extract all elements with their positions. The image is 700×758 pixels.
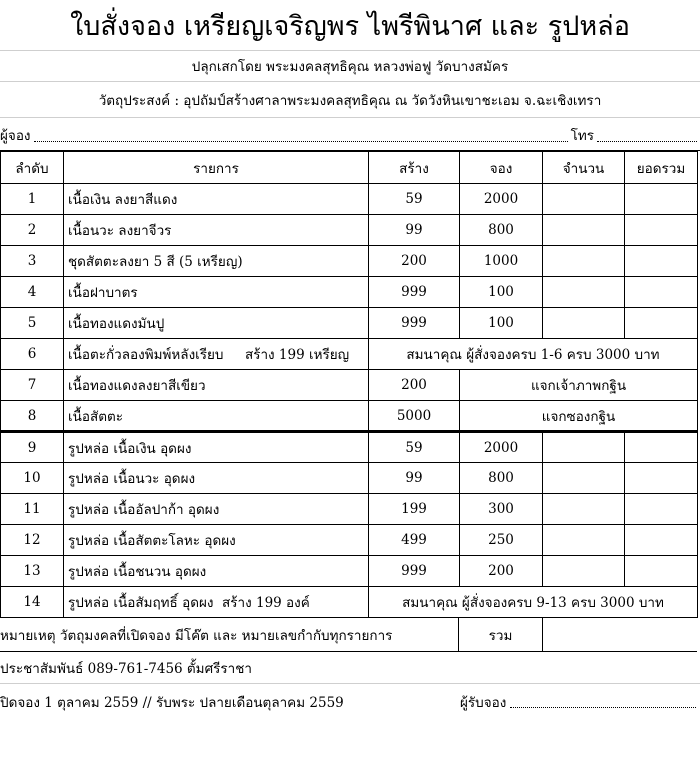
receiver-field[interactable]	[510, 695, 696, 708]
row-no: 10	[1, 463, 64, 494]
consecrated-by: ปลุกเสกโดย พระมงคลสุทธิคุณ หลวงพ่อฟู วัดบางสมัคร	[0, 51, 700, 82]
row-item: รูปหล่อ เนื้อสัตตะโลหะ อุดผง	[64, 525, 369, 556]
header-item: รายการ	[64, 152, 369, 184]
row-item: เนื้อฝาบาตร	[64, 277, 369, 308]
row-item: ชุดสัตตะลงยา 5 สี (5 เหรียญ)	[64, 246, 369, 277]
header-made: สร้าง	[369, 152, 460, 184]
table-row	[1, 277, 698, 308]
row-made: 999	[369, 277, 460, 308]
row-item: เนื้อทองแดงลงยาสีเขียว	[64, 370, 369, 401]
header-total: ยอดรวม	[625, 152, 698, 184]
row-total-cell[interactable]	[625, 525, 698, 556]
row-quantity-cell[interactable]	[543, 215, 625, 246]
row-made: 499	[369, 525, 460, 556]
row-item: รูปหล่อ เนื้อสัมฤทธิ์ อุดผง สร้าง 199 องค์	[64, 587, 369, 618]
row-made: 200	[369, 246, 460, 277]
contact-line: ประชาสัมพันธ์ 089-761-7456 ตั้มศรีราชา	[0, 652, 700, 684]
row-made: 199	[369, 494, 460, 525]
row-total-cell[interactable]	[625, 246, 698, 277]
row-price: 800	[460, 215, 543, 246]
row-made: 59	[369, 432, 460, 463]
note-text: หมายเหตุ วัตถุมงคลที่เปิดจอง มีโค๊ต และ หมายเลขกำกับทุกรายการ	[0, 618, 459, 651]
row-made: 99	[369, 215, 460, 246]
table-header	[1, 152, 698, 184]
row-quantity-cell[interactable]	[543, 308, 625, 339]
row-item: รูปหล่อ เนื้อเงิน อุดผง	[64, 432, 369, 463]
distribution-note: แจกเจ้าภาพกฐิน	[460, 370, 698, 401]
table-row	[1, 432, 698, 463]
row-quantity-cell[interactable]	[543, 277, 625, 308]
row-made: 200	[369, 370, 460, 401]
row-no: 5	[1, 308, 64, 339]
row-no: 3	[1, 246, 64, 277]
table-row	[1, 494, 698, 525]
row-no: 12	[1, 525, 64, 556]
row-no: 14	[1, 587, 64, 618]
row-no: 7	[1, 370, 64, 401]
row-quantity-cell[interactable]	[543, 184, 625, 215]
total-label: รวม	[459, 618, 543, 651]
row-no: 1	[1, 184, 64, 215]
row-price: 300	[460, 494, 543, 525]
receiver-block	[460, 691, 700, 713]
tel-field[interactable]	[597, 141, 697, 142]
row-total-cell[interactable]	[625, 463, 698, 494]
row-quantity-cell[interactable]	[543, 525, 625, 556]
form-title: ใบสั่งจอง เหรียญเจริญพร ไพรีพินาศ และ รูปหล่อ	[0, 0, 700, 51]
order-table	[0, 151, 698, 618]
row-quantity-cell[interactable]	[543, 494, 625, 525]
orderer-name-field[interactable]	[34, 141, 568, 142]
row-no: 8	[1, 401, 64, 432]
table-row	[1, 463, 698, 494]
row-quantity-cell[interactable]	[543, 432, 625, 463]
tel-label: โทร	[570, 128, 594, 144]
dates-line: ปิดจอง 1 ตุลาคม 2559 // รับพระ ปลายเดือนตุลาคม 2559	[0, 694, 344, 711]
receiver-label: ผู้รับจอง	[460, 694, 507, 711]
bonus-note: สมนาคุณ ผู้สั่งจองครบ 1-6 ครบ 3000 บาท	[369, 339, 698, 370]
table-row	[1, 556, 698, 587]
row-price: 100	[460, 308, 543, 339]
row-item: เนื้อนวะ ลงยาจีวร	[64, 215, 369, 246]
table-row	[1, 215, 698, 246]
table-row	[1, 308, 698, 339]
orderer-row	[0, 118, 700, 151]
row-total-cell[interactable]	[625, 215, 698, 246]
row-quantity-cell[interactable]	[543, 463, 625, 494]
row-no: 11	[1, 494, 64, 525]
table-row	[1, 370, 698, 401]
row-total-cell[interactable]	[625, 432, 698, 463]
row-price: 250	[460, 525, 543, 556]
row-made: 5000	[369, 401, 460, 432]
header-quantity: จำนวน	[543, 152, 625, 184]
header-price: จอง	[460, 152, 543, 184]
row-item: เนื้อสัตตะ	[64, 401, 369, 432]
grand-total-cell[interactable]	[543, 618, 697, 651]
row-item: เนื้อเงิน ลงยาสีแดง	[64, 184, 369, 215]
table-row	[1, 184, 698, 215]
orderer-label: ผู้จอง	[0, 128, 31, 144]
row-total-cell[interactable]	[625, 556, 698, 587]
row-price: 200	[460, 556, 543, 587]
distribution-note: แจกซองกฐิน	[460, 401, 698, 432]
row-no: 6	[1, 339, 64, 370]
row-made: 999	[369, 556, 460, 587]
note-row	[0, 618, 697, 652]
row-no: 4	[1, 277, 64, 308]
row-made: 99	[369, 463, 460, 494]
row-item: เนื้อตะกั่วลองพิมพ์หลังเรียบ สร้าง 199 เหรียญ	[64, 339, 369, 370]
row-no: 2	[1, 215, 64, 246]
row-price: 2000	[460, 184, 543, 215]
row-item: รูปหล่อ เนื้อชนวน อุดผง	[64, 556, 369, 587]
table-row	[1, 525, 698, 556]
row-total-cell[interactable]	[625, 494, 698, 525]
row-total-cell[interactable]	[625, 184, 698, 215]
row-total-cell[interactable]	[625, 308, 698, 339]
row-price: 1000	[460, 246, 543, 277]
row-made: 59	[369, 184, 460, 215]
header-no: ลำดับ	[1, 152, 64, 184]
purpose-line: วัตถุประสงค์ : อุปถัมป์สร้างศาลาพระมงคลสุทธิคุณ ณ วัดวังหินเขาชะเอม จ.ฉะเชิงเทรา	[0, 82, 700, 118]
row-made: 999	[369, 308, 460, 339]
row-price: 2000	[460, 432, 543, 463]
table-row	[1, 339, 698, 370]
row-total-cell[interactable]	[625, 277, 698, 308]
row-no: 13	[1, 556, 64, 587]
row-item: เนื้อทองแดงมันปู	[64, 308, 369, 339]
table-row	[1, 246, 698, 277]
row-item: รูปหล่อ เนื้ออัลปาก้า อุดผง	[64, 494, 369, 525]
bottom-row	[0, 684, 700, 719]
row-no: 9	[1, 432, 64, 463]
row-price: 800	[460, 463, 543, 494]
table-row	[1, 587, 698, 618]
row-price: 100	[460, 277, 543, 308]
row-quantity-cell[interactable]	[543, 246, 625, 277]
row-item: รูปหล่อ เนื้อนวะ อุดผง	[64, 463, 369, 494]
row-quantity-cell[interactable]	[543, 556, 625, 587]
table-row	[1, 401, 698, 432]
bonus-note: สมนาคุณ ผู้สั่งจองครบ 9-13 ครบ 3000 บาท	[369, 587, 698, 618]
